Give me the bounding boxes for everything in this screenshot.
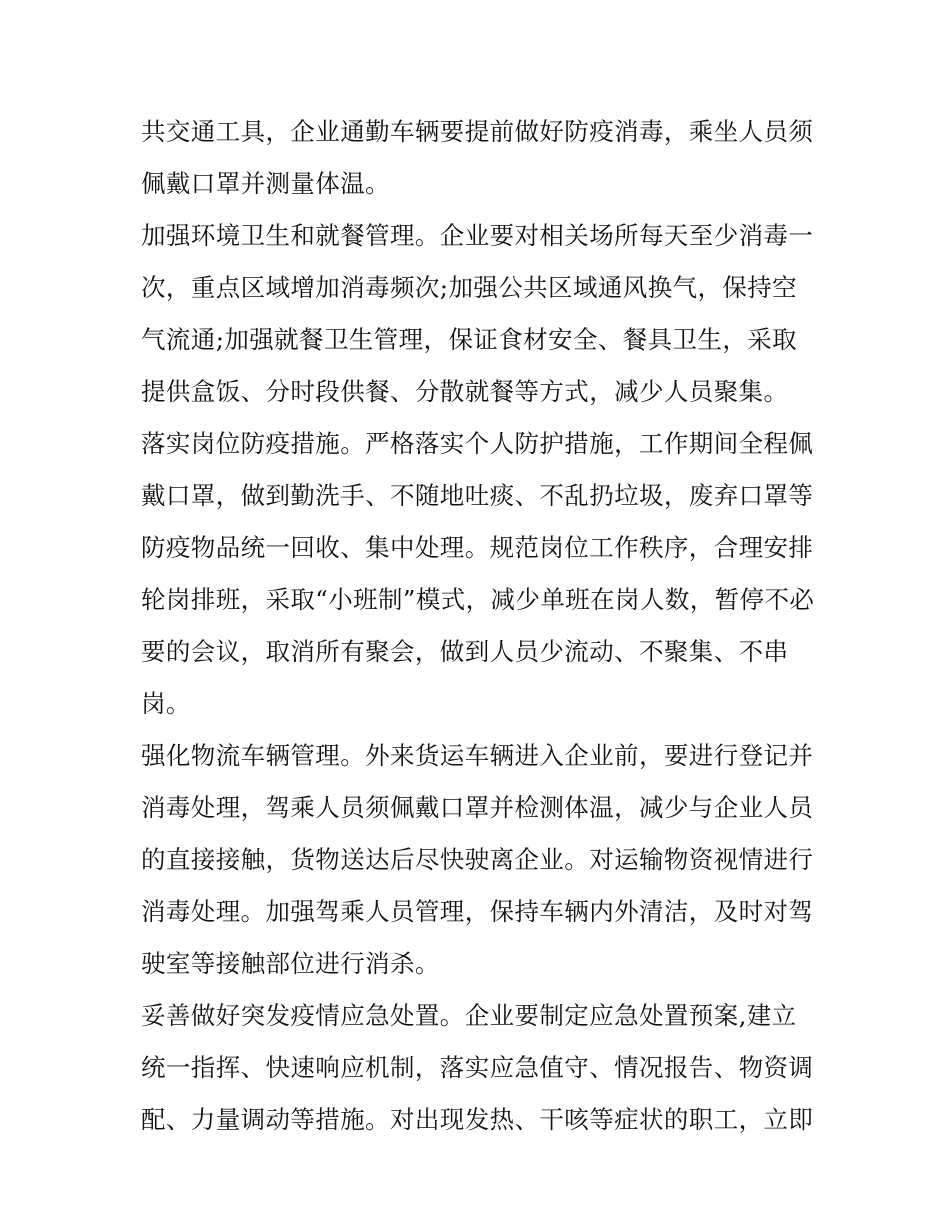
text-line: 强化物流车辆管理。外来货运车辆进入企业前，要进行登记并 — [141, 741, 814, 770]
text-line: 气流通;加强就餐卫生管理，保证食材安全、餐具卫生，采取 — [141, 325, 798, 354]
text-line: 消毒处理。加强驾乘人员管理，保持车辆内外清洁，及时对驾 — [141, 897, 814, 926]
text-line: 戴口罩，做到勤洗手、不随地吐痰、不乱扔垃圾，废弃口罩等 — [141, 481, 814, 510]
text-line: 岗。 — [141, 689, 191, 718]
text-line: 提供盒饭、分时段供餐、分散就餐等方式，减少人员聚集。 — [141, 377, 789, 406]
text-line: 防疫物品统一回收、集中处理。规范岗位工作秩序，合理安排 — [141, 533, 814, 562]
text-line: 统一指挥、快速响应机制，落实应急值守、情况报告、物资调 — [141, 1053, 814, 1082]
text-line: 落实岗位防疫措施。严格落实个人防护措施，工作期间全程佩 — [141, 429, 814, 458]
text-line: 佩戴口罩并测量体温。 — [141, 169, 390, 198]
text-line: 共交通工具，企业通勤车辆要提前做好防疫消毒，乘坐人员须 — [141, 117, 814, 146]
text-line: 次，重点区域增加消毒频次;加强公共区域通风换气，保持空 — [141, 273, 798, 302]
text-line: 驶室等接触部位进行消杀。 — [141, 949, 440, 978]
document-body — [141, 106, 813, 1146]
text-line: 配、力量调动等措施。对出现发热、干咳等症状的职工，立即 — [141, 1105, 814, 1134]
text-line: 消毒处理，驾乘人员须佩戴口罩并检测体温，减少与企业人员 — [141, 793, 814, 822]
text-line: 轮岗排班，采取“小班制”模式，减少单班在岗人数，暂停不必 — [141, 585, 815, 614]
text-line: 加强环境卫生和就餐管理。企业要对相关场所每天至少消毒一 — [141, 221, 814, 250]
text-line: 要的会议，取消所有聚会，做到人员少流动、不聚集、不串 — [141, 637, 789, 666]
text-line: 妥善做好突发疫情应急处置。企业要制定应急处置预案,建立 — [141, 1001, 797, 1030]
text-line: 的直接接触，货物送达后尽快驶离企业。对运输物资视情进行 — [141, 845, 814, 874]
